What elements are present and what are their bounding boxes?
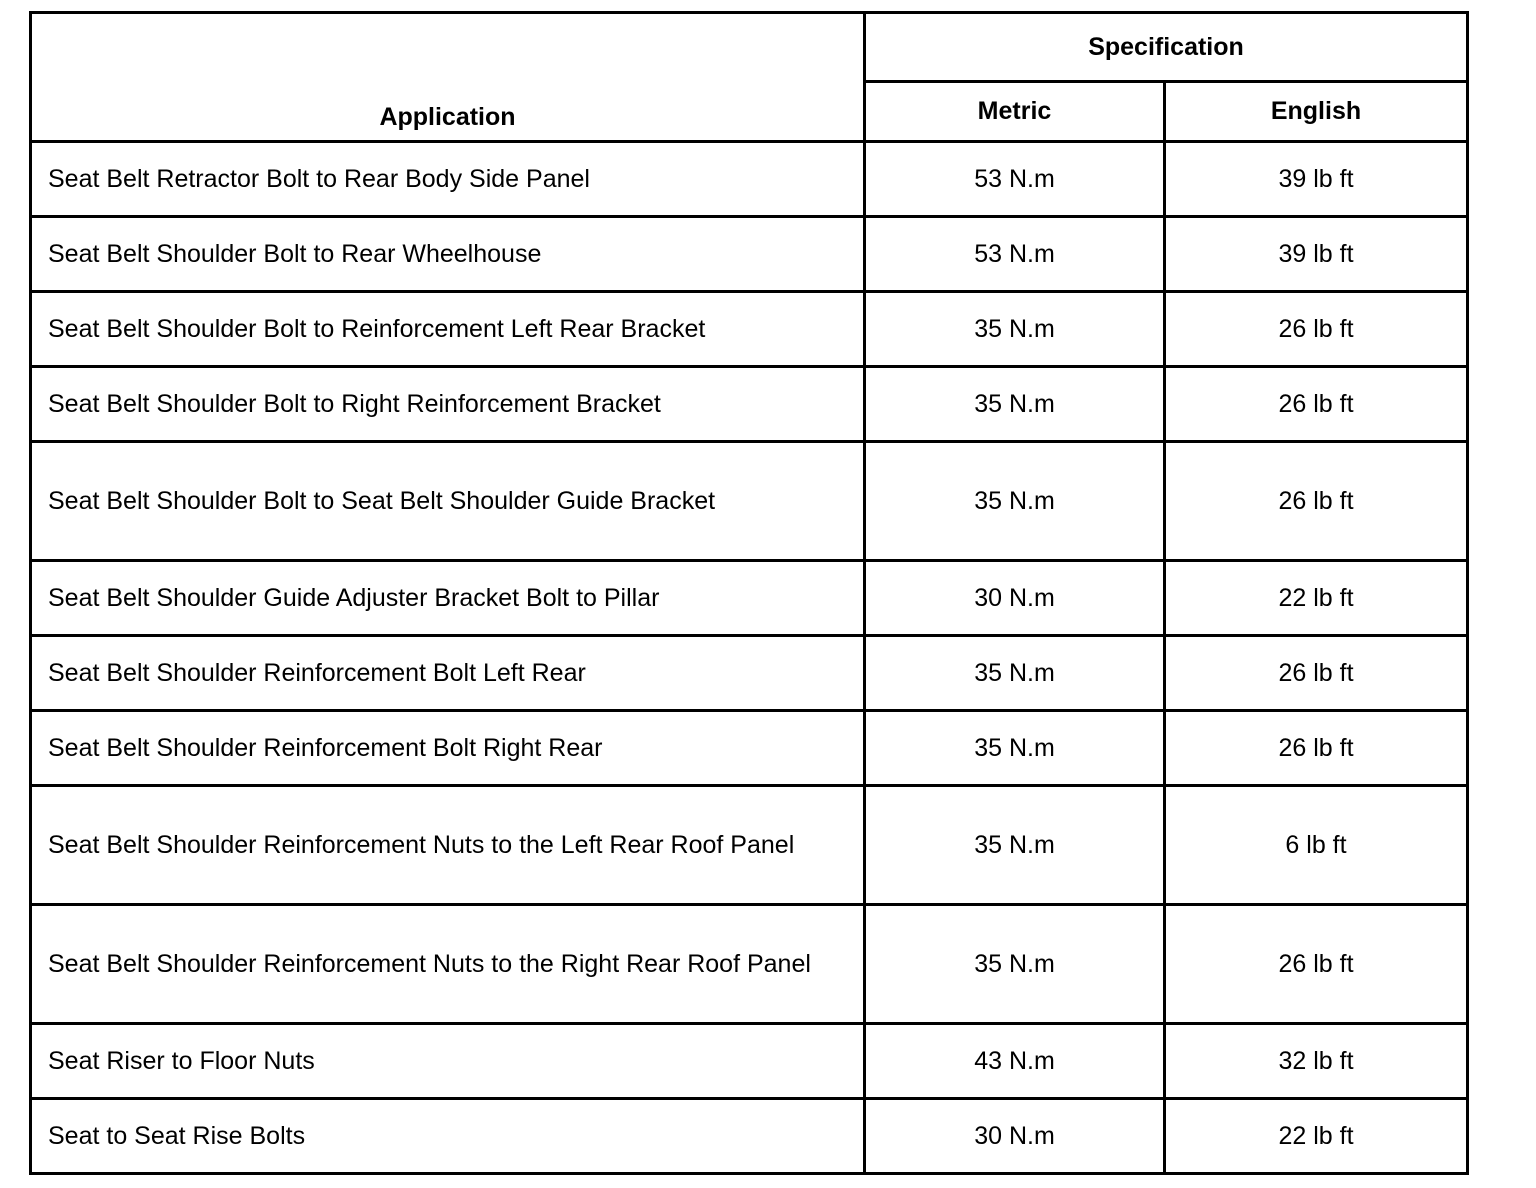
english-cell: 26 lb ft (1165, 442, 1468, 561)
metric-cell: 35 N.m (865, 442, 1165, 561)
table-header (31, 13, 1468, 142)
table-row (31, 1024, 1468, 1099)
application-cell: Seat Belt Shoulder Reinforcement Nuts to the Left Rear Roof Panel (31, 786, 865, 905)
application-cell: Seat Belt Shoulder Bolt to Seat Belt Shoulder Guide Bracket (31, 442, 865, 561)
metric-cell: 43 N.m (865, 1024, 1165, 1099)
application-cell: Seat Belt Shoulder Reinforcement Nuts to the Right Rear Roof Panel (31, 905, 865, 1024)
metric-cell: 53 N.m (865, 217, 1165, 292)
application-cell: Seat to Seat Rise Bolts (31, 1099, 865, 1174)
metric-cell: 35 N.m (865, 367, 1165, 442)
metric-cell: 30 N.m (865, 561, 1165, 636)
english-cell: 32 lb ft (1165, 1024, 1468, 1099)
application-header: Application (31, 13, 865, 142)
english-cell: 39 lb ft (1165, 217, 1468, 292)
english-header: English (1165, 82, 1468, 142)
table-body (31, 142, 1468, 1174)
english-cell: 26 lb ft (1165, 905, 1468, 1024)
table-row (31, 636, 1468, 711)
header-row-top (31, 13, 1468, 82)
english-cell: 26 lb ft (1165, 292, 1468, 367)
table-row (31, 1099, 1468, 1174)
torque-specification-table (29, 11, 1469, 1175)
table-row (31, 142, 1468, 217)
metric-cell: 35 N.m (865, 905, 1165, 1024)
metric-cell: 30 N.m (865, 1099, 1165, 1174)
table-row (31, 442, 1468, 561)
application-cell: Seat Belt Shoulder Reinforcement Bolt Left Rear (31, 636, 865, 711)
application-cell: Seat Belt Shoulder Guide Adjuster Bracket Bolt to Pillar (31, 561, 865, 636)
table-row (31, 905, 1468, 1024)
table-row (31, 367, 1468, 442)
metric-cell: 35 N.m (865, 636, 1165, 711)
english-cell: 6 lb ft (1165, 786, 1468, 905)
metric-cell: 35 N.m (865, 786, 1165, 905)
application-cell: Seat Belt Shoulder Bolt to Right Reinforcement Bracket (31, 367, 865, 442)
table-row (31, 561, 1468, 636)
english-cell: 22 lb ft (1165, 1099, 1468, 1174)
specification-header: Specification (865, 13, 1468, 82)
table-row (31, 217, 1468, 292)
english-cell: 26 lb ft (1165, 711, 1468, 786)
metric-cell: 35 N.m (865, 292, 1165, 367)
application-cell: Seat Riser to Floor Nuts (31, 1024, 865, 1099)
metric-cell: 53 N.m (865, 142, 1165, 217)
english-cell: 22 lb ft (1165, 561, 1468, 636)
application-cell: Seat Belt Shoulder Bolt to Reinforcement Left Rear Bracket (31, 292, 865, 367)
metric-cell: 35 N.m (865, 711, 1165, 786)
table-row (31, 711, 1468, 786)
table-row (31, 292, 1468, 367)
english-cell: 39 lb ft (1165, 142, 1468, 217)
application-cell: Seat Belt Retractor Bolt to Rear Body Side Panel (31, 142, 865, 217)
table-row (31, 786, 1468, 905)
metric-header: Metric (865, 82, 1165, 142)
application-cell: Seat Belt Shoulder Bolt to Rear Wheelhouse (31, 217, 865, 292)
application-cell: Seat Belt Shoulder Reinforcement Bolt Right Rear (31, 711, 865, 786)
english-cell: 26 lb ft (1165, 636, 1468, 711)
english-cell: 26 lb ft (1165, 367, 1468, 442)
